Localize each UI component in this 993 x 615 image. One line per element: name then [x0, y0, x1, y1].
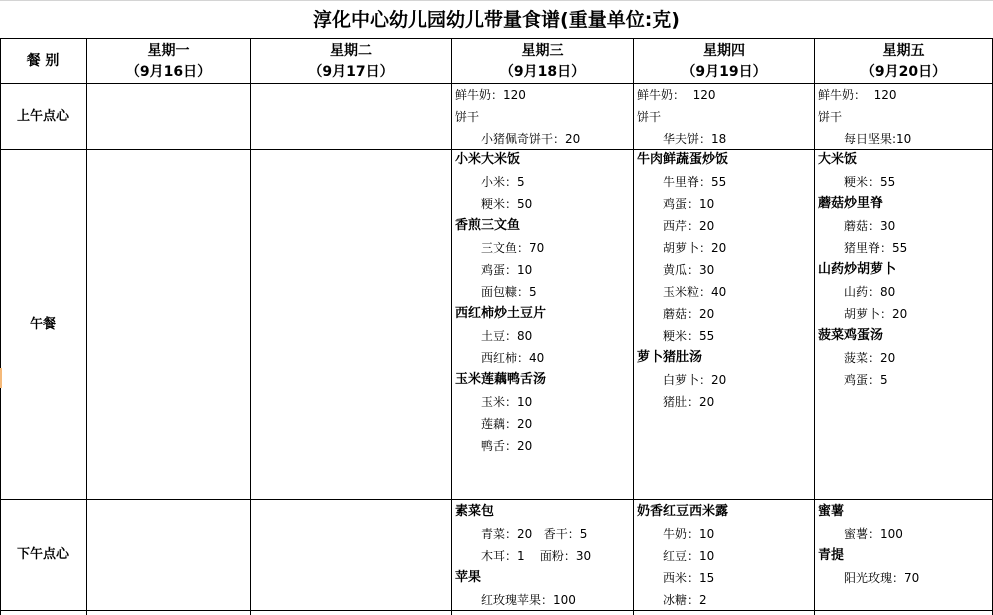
dish-name: 蘑菇炒里脊 [818, 196, 884, 211]
meal-column-header: 餐 别 [26, 53, 60, 69]
day-date: （9月20日） [860, 64, 947, 80]
ingredient-line: 玉米：10 [481, 395, 533, 409]
ingredient-line: 蘑菇：30 [844, 219, 896, 233]
dish-name: 素菜包 [455, 504, 495, 519]
ingredient-line: 鲜牛奶： 120 [818, 88, 897, 102]
ingredient-line: 红豆：10 [663, 549, 715, 563]
ingredient-line: 小猪佩奇饼干：20 [481, 132, 581, 146]
ingredient-line: 鸡蛋：5 [844, 373, 888, 387]
ingredient-line: 粳米：55 [663, 329, 715, 343]
menu-cell-morning-fri [818, 84, 990, 150]
dish-name: 菠菜鸡蛋汤 [818, 328, 884, 343]
ingredient-line: 猪肚：20 [663, 395, 715, 409]
menu-cell-lunch-wed [455, 149, 631, 457]
dish-name: 山药炒胡萝卜 [818, 262, 897, 277]
ingredient-line: 土豆：80 [481, 329, 533, 343]
col-divider-3 [451, 38, 452, 615]
ingredient-line: 木耳：1 面粉：30 [481, 549, 592, 563]
col-divider-2 [250, 38, 251, 615]
ingredient-line: 青菜：20 香干：5 [481, 527, 588, 541]
page-title: 淳化中心幼儿园幼儿带量食谱(重量单位:克) [313, 9, 680, 31]
ingredient-line: 小米：5 [481, 175, 525, 189]
col-divider-5 [814, 38, 815, 615]
dish-name: 小米大米饭 [455, 152, 521, 167]
menu-cell-afternoon-wed [455, 501, 631, 611]
dish-name: 青提 [818, 548, 845, 563]
ingredient-line: 莲藕：20 [481, 417, 533, 431]
menu-cell-lunch-thu [637, 149, 812, 413]
ingredient-line: 鸡蛋：10 [481, 263, 533, 277]
col-divider-4 [633, 38, 634, 615]
dish-name: 西红柿炒土豆片 [455, 306, 547, 321]
ingredient-line: 面包糠：5 [481, 285, 537, 299]
ingredient-line: 鸡蛋：10 [663, 197, 715, 211]
ingredient-line: 白萝卜：20 [663, 373, 727, 387]
dish-name: 蜜薯 [818, 504, 845, 519]
menu-cell-morning-thu [637, 84, 812, 150]
meal-label-morning: 上午点心 [16, 109, 69, 124]
dish-name: 牛肉鲜蔬蛋炒饭 [637, 152, 729, 167]
ingredient-line: 玉米粒：40 [663, 285, 727, 299]
day-date: （9月19日） [681, 64, 767, 80]
menu-cell-afternoon-fri [818, 501, 990, 589]
ingredient-line: 胡萝卜：20 [663, 241, 727, 255]
dish-name: 香煎三文鱼 [455, 218, 521, 233]
ingredient-line: 牛里脊：55 [663, 175, 727, 189]
day-date: （9月17日） [308, 64, 394, 80]
day-name: 星期二 [330, 43, 372, 59]
col-divider-1 [86, 38, 87, 615]
ingredient-line: 华夫饼：18 [663, 132, 727, 146]
ingredient-line: 鸭舌：20 [481, 439, 533, 453]
dish-name: 奶香红豆西米露 [637, 504, 729, 519]
ingredient-line: 饼干 [637, 110, 662, 124]
ingredient-line: 蘑菇：20 [663, 307, 715, 321]
meal-label-lunch: 午餐 [29, 317, 56, 332]
ingredient-line: 猪里脊：55 [844, 241, 908, 255]
ingredient-line: 西芹：20 [663, 219, 715, 233]
dish-name: 苹果 [455, 570, 482, 585]
row-divider-lunch [0, 499, 993, 500]
day-name: 星期五 [882, 43, 925, 59]
ingredient-line: 饼干 [818, 110, 843, 124]
day-header-mon [87, 39, 250, 83]
day-name: 星期四 [703, 43, 745, 59]
day-date: （9月18日） [499, 64, 586, 80]
ingredient-line: 饼干 [455, 110, 480, 124]
ingredient-line: 牛奶：10 [663, 527, 715, 541]
ingredient-line: 粳米：55 [844, 175, 896, 189]
day-header-wed [452, 39, 633, 83]
menu-cell-morning-wed [455, 84, 631, 150]
ingredient-line: 红玫瑰苹果：100 [481, 593, 576, 607]
ingredient-line: 胡萝卜：20 [844, 307, 908, 321]
day-name: 星期三 [521, 43, 564, 59]
ingredient-line: 鲜牛奶：120 [455, 88, 526, 102]
ingredient-line: 阳光玫瑰：70 [844, 571, 920, 585]
ingredient-line: 菠菜：20 [844, 351, 896, 365]
meal-label-afternoon: 下午点心 [16, 547, 69, 562]
menu-cell-afternoon-thu [637, 501, 812, 611]
ingredient-line: 西红柿：40 [481, 351, 545, 365]
day-header-thu [634, 39, 814, 83]
ingredient-line: 每日坚果:10 [844, 132, 912, 146]
ingredient-line: 粳米：50 [481, 197, 533, 211]
ingredient-line: 冰糖：2 [663, 593, 707, 607]
ingredient-line: 西米：15 [663, 571, 715, 585]
ingredient-line: 蜜薯：100 [844, 527, 903, 541]
menu-cell-lunch-fri [818, 149, 990, 391]
ingredient-line: 鲜牛奶： 120 [637, 88, 716, 102]
ingredient-line: 黄瓜：30 [663, 263, 715, 277]
day-header-fri [815, 39, 992, 83]
dish-name: 萝卜猪肚汤 [637, 350, 703, 365]
day-header-tue [251, 39, 451, 83]
day-date: （9月16日） [125, 64, 212, 80]
day-name: 星期一 [147, 43, 190, 59]
ingredient-line: 三文鱼：70 [481, 241, 545, 255]
dish-name: 玉米莲藕鸭舌汤 [455, 372, 547, 387]
dish-name: 大米饭 [818, 152, 858, 167]
ingredient-line: 山药：80 [844, 285, 896, 299]
